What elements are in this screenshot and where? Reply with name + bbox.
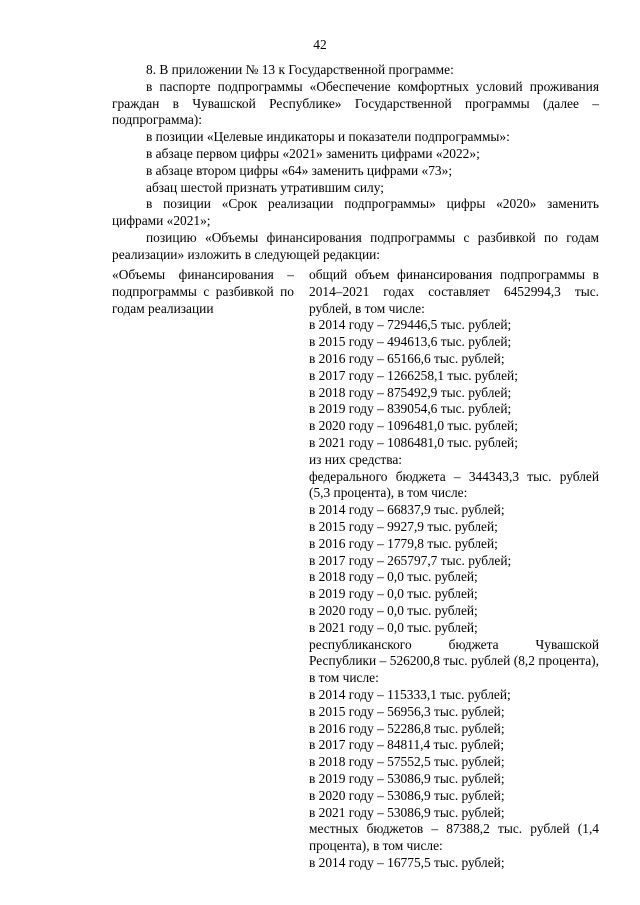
table-line: общий объем финансирования подпрограммы в 2014–2021 годах составляет 6452994,3 тыс. рублей, в том числе: <box>309 267 599 316</box>
table-line: в 2016 году – 1779,8 тыс. рублей; <box>309 535 498 551</box>
paragraph: в абзаце втором цифры «64» заменить цифрами «73»; <box>146 162 453 178</box>
paragraph: позицию «Объемы финансирования подпрограммы с разбивкой по годам реализации» изложить в следующей редакции: <box>112 229 599 262</box>
table-line: республиканского бюджета Чувашской Республики – 526200,8 тыс. рублей (8,2 процента), в том числе: <box>309 636 599 686</box>
table-line: в 2021 году – 53086,9 тыс. рублей; <box>309 804 505 820</box>
paragraph: в паспорте подпрограммы «Обеспечение комфортных условий проживания граждан в Чувашской Республике» Государственной программы (далее – подпрограмма): <box>112 78 599 128</box>
table-line: в 2019 году – 839054,6 тыс. рублей; <box>309 401 512 417</box>
paragraph: в позиции «Целевые индикаторы и показатели подпрограммы»: <box>146 129 510 145</box>
table-line: в 2017 году – 265797,7 тыс. рублей; <box>309 552 512 568</box>
table-line: в 2014 году – 16775,5 тыс. рублей; <box>309 854 505 870</box>
table-line: в 2019 году – 53086,9 тыс. рублей; <box>309 770 505 786</box>
table-line: в 2014 году – 729446,5 тыс. рублей; <box>309 317 512 333</box>
table-line: в 2018 году – 57552,5 тыс. рублей; <box>309 754 505 770</box>
table-line: в 2014 году – 115333,1 тыс. рублей; <box>309 686 511 702</box>
table-line: местных бюджетов – 87388,2 тыс. рублей (1,4 процента), в том числе: <box>309 821 599 854</box>
table-line: в 2015 году – 56956,3 тыс. рублей; <box>309 703 505 719</box>
table-line: в 2017 году – 1266258,1 тыс. рублей; <box>309 367 518 383</box>
body-text <box>112 62 599 264</box>
table-line: в 2021 году – 1086481,0 тыс. рублей; <box>309 434 518 450</box>
table-line: в 2017 году – 84811,4 тыс. рублей; <box>309 737 505 753</box>
paragraph: 8. В приложении № 13 к Государственной программе: <box>146 62 454 77</box>
table-line: в 2015 году – 9927,9 тыс. рублей; <box>309 518 498 534</box>
table-line: в 2018 году – 0,0 тыс. рублей; <box>309 569 478 585</box>
paragraph: в абзаце первом цифры «2021» заменить цифрами «2022»; <box>146 145 480 161</box>
table-left-cell: «Объемы финансирования – подпрограммы с разбивкой по годам реализации <box>112 267 294 316</box>
paragraph: в позиции «Срок реализации подпрограммы» цифры «2020» заменить цифрами «2021»; <box>112 196 599 229</box>
table-line: в 2014 году – 66837,9 тыс. рублей; <box>309 502 505 518</box>
paragraph: абзац шестой признать утратившим силу; <box>146 179 384 195</box>
table-line: в 2018 году – 875492,9 тыс. рублей; <box>309 384 512 400</box>
table-right-cell <box>309 267 599 872</box>
table-line: в 2016 году – 65166,6 тыс. рублей; <box>309 350 505 366</box>
table-line: в 2015 году – 494613,6 тыс. рублей; <box>309 334 512 350</box>
table-line: в 2021 году – 0,0 тыс. рублей; <box>309 619 478 635</box>
table-line: в 2016 году – 52286,8 тыс. рублей; <box>309 720 505 736</box>
table-line: федерального бюджета – 344343,3 тыс. рублей (5,3 процента), в том числе: <box>309 468 599 501</box>
table-line: в 2020 году – 0,0 тыс. рублей; <box>309 602 478 618</box>
table-line: в 2019 году – 0,0 тыс. рублей; <box>309 586 478 602</box>
table-line: из них средства: <box>309 451 403 467</box>
table-line: в 2020 году – 1096481,0 тыс. рублей; <box>309 418 518 434</box>
table-line: в 2020 году – 53086,9 тыс. рублей; <box>309 787 505 803</box>
page-number: 42 <box>313 37 327 52</box>
